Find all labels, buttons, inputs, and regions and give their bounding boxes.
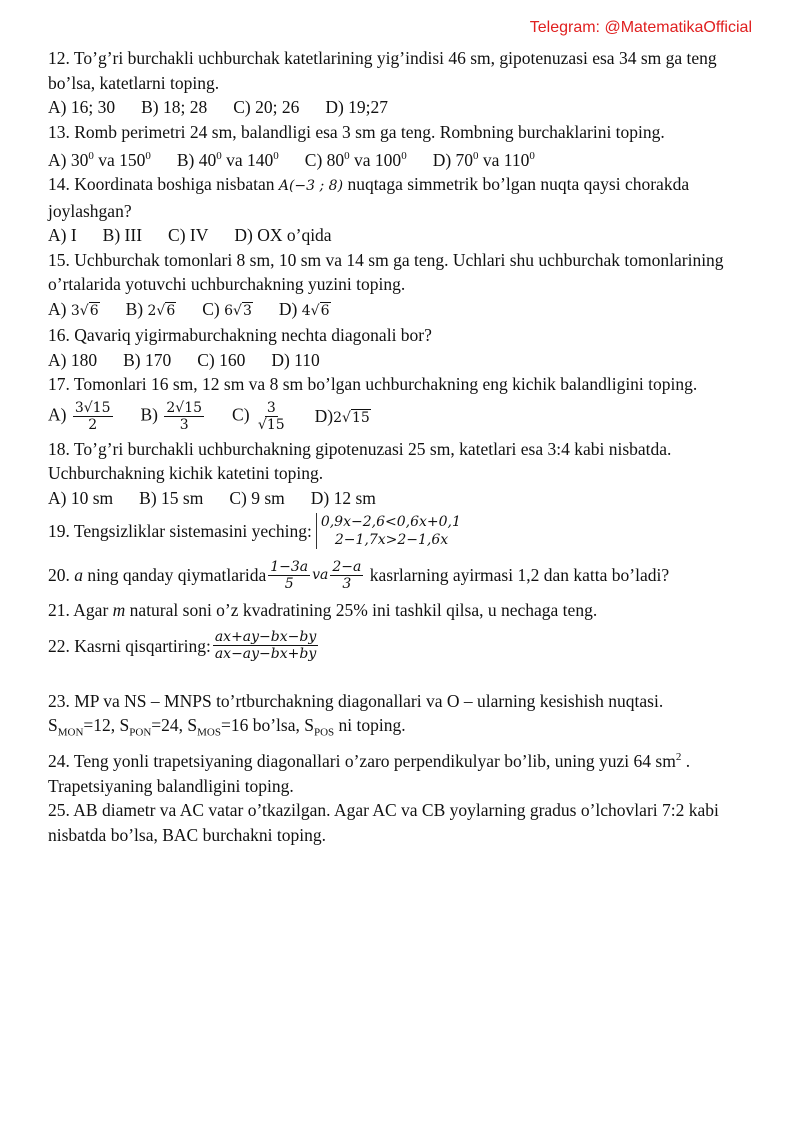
q13-option-d: D) $70^0$ va $110^0$ bbox=[432, 149, 535, 170]
question-23-line2: $S_{MON}=12$, $S_{PON}=24$, $S_{MOS}=16$ bo’lsa, $S_{POS}$ ni toping. bbox=[48, 715, 406, 739]
q16-option-c: C) 160 bbox=[197, 349, 246, 370]
question-18-text: 18. To’g’ri burchakli uchburchakning gipotenuzasi 25 sm, katetlari esa 3:4 kabi nisbatda. Uchburchakning kichik katetini toping. bbox=[48, 438, 672, 484]
question-24-line2: Trapetsiyaning balandligini toping. bbox=[48, 775, 294, 796]
q17-option-b: B) $\frac{2√15}{3}$ bbox=[140, 400, 203, 434]
q16-option-d: D) 110 bbox=[271, 349, 320, 370]
q15-option-d: D) 4√6 bbox=[278, 298, 330, 319]
q16-option-b: B) 170 bbox=[123, 349, 172, 370]
q19-inequality-1: 0,9x−2,6<0,6x+0,1 bbox=[320, 514, 461, 531]
question-15-text: 15. Uchburchak tomonlari 8 sm, 10 sm va 14 sm ga teng. Uchlari shu uchburchak tomonlarining o’rtalarida yotuvchi uchburchakning yuzini toping. bbox=[48, 249, 724, 295]
q20-fraction-1: $\frac{1-3a}{5}$ bbox=[270, 558, 309, 592]
question-13-text: 13. Romb perimetri 24 sm, balandligi esa 3 sm ga teng. Rombning burchaklarini toping. bbox=[48, 121, 665, 142]
question-18-options bbox=[48, 486, 758, 511]
question-19-text: 19. Tengsizliklar sistemasini yeching: bbox=[48, 521, 312, 542]
q17-option-c: C) $\frac{3}{√15}$ bbox=[232, 400, 285, 434]
q13-option-b: B) $40^0$ va $140^0$ bbox=[176, 149, 279, 170]
q14-option-b: B) III bbox=[102, 225, 143, 246]
question-15-options bbox=[48, 297, 758, 324]
q18-option-b: B) 15 sm bbox=[139, 487, 204, 508]
question-17-options bbox=[48, 397, 758, 437]
q19-inequality-2: 2−1,7x>2−1,6x bbox=[334, 532, 449, 549]
q12-option-a: A) 16; 30 bbox=[48, 97, 116, 117]
q17-option-d: D)2√15 bbox=[314, 405, 370, 426]
question-24-line1: 24. Teng yonli trapetsiyaning diagonallari o’zaro perpendikulyar bo’lib, uning yuzi 64 $sm^2$ . bbox=[48, 751, 691, 772]
q22-fraction: $\frac{ax+ay-bx-by}{ax-ay-bx+by}$ bbox=[214, 629, 317, 663]
q12-option-b: B) 18; 28 bbox=[141, 97, 208, 117]
q19-inequality-system bbox=[316, 513, 461, 549]
question-25-text: 25. AB diametr va AC vatar o’tkazilgan. Agar AC va CB yoylarning gradus o’lchovlari 7:2 kabi nisbatda bo’lsa, BAC burchakni toping. bbox=[48, 800, 719, 845]
question-12-options bbox=[48, 95, 758, 120]
question-16-text: 16. Qavariq yigirmaburchakning nechta diagonali bor? bbox=[48, 325, 432, 346]
question-17-text: 17. Tomonlari 16 sm, 12 sm va 8 sm bo’lgan uchburchakning eng kichik balandligini toping. bbox=[48, 374, 698, 395]
question-21: 21. Agar m natural soni o’z kvadratining 25% ini tashkil qilsa, u nechaga teng. bbox=[48, 600, 598, 621]
question-19 bbox=[48, 510, 758, 552]
q12-option-c: C) 20; 26 bbox=[233, 97, 300, 117]
q14-option-d: D) OX o’qida bbox=[234, 225, 332, 246]
question-16-options bbox=[48, 348, 758, 373]
q15-option-b: B) 2√6 bbox=[125, 298, 176, 319]
question-22: 22. Kasrni qisqartiring: $\frac{ax+ay-bx-by}{ax-ay-bx+by}$ bbox=[48, 629, 317, 663]
q15-option-a: A) 3√6 bbox=[48, 298, 99, 319]
q17-option-a: A) $\frac{3√15}{2}$ bbox=[48, 400, 111, 434]
question-14-options bbox=[48, 223, 758, 248]
question-23-line1: 23. MP va NS – MNPS to’rtburchakning diagonallari va O – ularning kesishish nuqtasi. bbox=[48, 690, 664, 711]
q14-option-a: A) I bbox=[48, 225, 77, 246]
q18-option-a: A) 10 sm bbox=[48, 487, 114, 508]
q15-option-c: C) 6√3 bbox=[202, 298, 252, 319]
q16-option-a: A) 180 bbox=[48, 349, 98, 370]
q13-option-a: A) $30^0$ va $150^0$ bbox=[48, 149, 151, 170]
question-12-text: 12. To’g’ri burchakli uchburchak katetlarining yig’indisi 46 sm, gipotenuzasi esa 34 sm ga teng bo’lsa, katetlarni toping. bbox=[48, 48, 717, 93]
q18-option-c: C) 9 sm bbox=[229, 487, 285, 508]
q14-point-formula: A(−3 ; 8) bbox=[278, 178, 344, 195]
worksheet-page bbox=[48, 46, 758, 847]
question-20: 20. a ning qanday qiymatlarida $\frac{1-3a}{5}$ va $\frac{2-a}{3}$ kasrlarning ayirmasi 1,2 dan katta bo’ladi? bbox=[48, 558, 670, 592]
q14-option-c: C) IV bbox=[168, 225, 209, 246]
q13-option-c: C) $80^0$ va $100^0$ bbox=[304, 149, 407, 170]
q20-fraction-2: $\frac{2-a}{3}$ bbox=[332, 558, 362, 592]
q18-option-d: D) 12 sm bbox=[310, 487, 376, 508]
telegram-channel-label: Telegram: @MatematikaOfficial bbox=[529, 19, 752, 36]
question-14-text: 14. Koordinata boshiga nisbatan A(−3 ; 8) nuqtaga simmetrik bo’lgan nuqta qaysi chorakda joylashgan? bbox=[48, 174, 690, 221]
q12-option-d: D) 19;27 bbox=[325, 97, 389, 117]
question-13-options bbox=[48, 144, 758, 172]
